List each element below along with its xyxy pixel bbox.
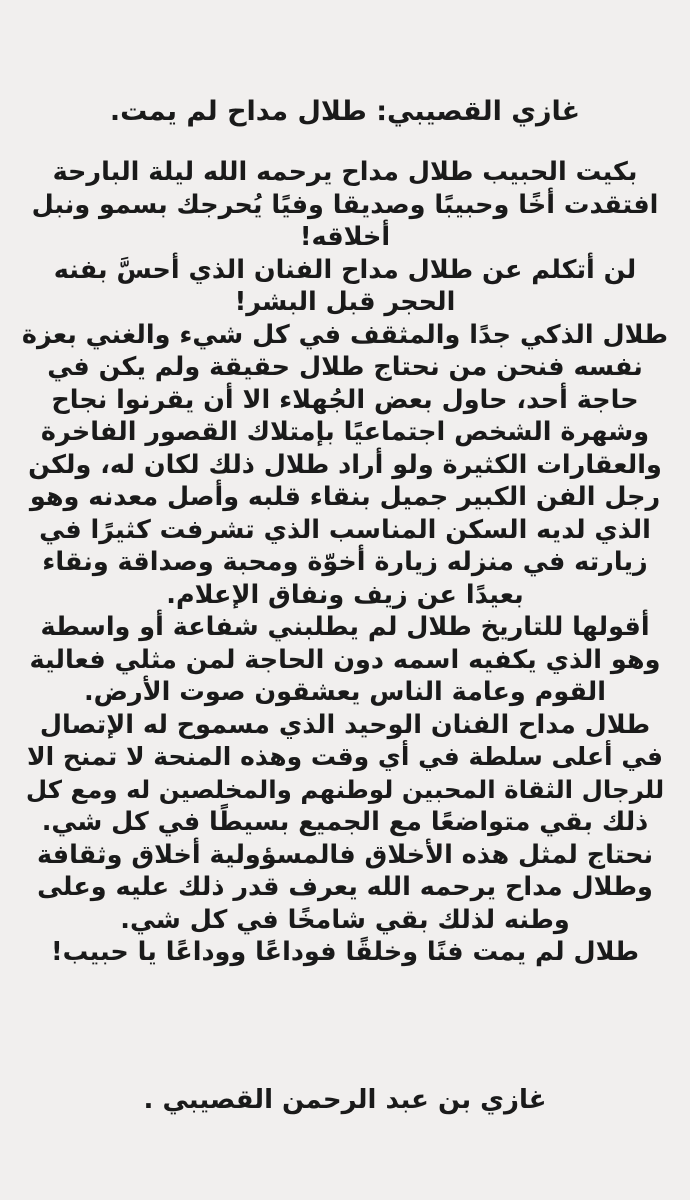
body-line: وطنه لذلك بقي شامخًا في كل شي. (120, 904, 570, 935)
body-line: لن أتكلم عن طلال مداح الفنان الذي أحسَّ بفنه (53, 254, 637, 285)
body-line: زيارته في منزله زيارة أخوّة ومحبة وصداقة ونقاء (42, 547, 648, 577)
author-signature: غازي بن عبد الرحمن القصيبي . (143, 1085, 547, 1115)
body-line: وطلال مداح يرحمه الله يعرف قدر ذلك عليه وعلى (37, 872, 653, 902)
body-line: وهو الذي يكفيه اسمه دون الحاجة لمن مثلي فعالية (29, 644, 661, 675)
body-line: افتقدت أخًا وحبيبًا وصديقا وفيًا يُحرجك بسمو ونبل (31, 189, 659, 220)
body-line: رجل الفن الكبير جميل بنقاء قلبه وأصل معدنه وهو (29, 482, 661, 512)
body-line: والعقارات الكثيرة ولو أراد طلال ذلك لكان له، ولكن (28, 449, 662, 480)
page-title: غازي القصيبي: طلال مداح لم يمت. (109, 96, 581, 127)
body-line: أخلاقه! (299, 222, 391, 252)
body-line: الذي لديه السكن المناسب الذي تشرفت كثيرًا في (39, 514, 651, 545)
body-line: بكيت الحبيب طلال مداح يرحمه الله ليلة البارحة (52, 157, 638, 187)
body-line: طلال مداح الفنان الوحيد الذي مسموح له الإتصال (39, 709, 651, 740)
body-line: بعيدًا عن زيف ونفاق الإعلام. (166, 579, 524, 610)
body-line: طلال لم يمت فنًا وخلقًا فوداعًا ووداعًا يا حبيب! (50, 937, 639, 967)
body-line: نفسه فنحن من نحتاج طلال حقيقة ولم يكن في (47, 352, 643, 382)
body-line: طلال الذكي جدًا والمثقف في كل شيء والغني بعزة (21, 319, 668, 350)
body-line: الحجر قبل البشر! (234, 287, 456, 317)
body-line: في أعلى سلطة في أي وقت وهذه المنحة لا تمنح الا (26, 742, 663, 771)
body-line: حاجة أحد، حاول بعض الجُهلاء الا أن يقرنوا نجاح (51, 384, 639, 415)
body-line: نحتاج لمثل هذه الأخلاق فالمسؤولية أخلاق وثقافة (36, 839, 654, 870)
body-line: القوم وعامة الناس يعشقون صوت الأرض. (84, 677, 606, 707)
article-body (22, 156, 668, 969)
body-line: وشهرة الشخص اجتماعيًا بإمتلاك القصور الفاخرة (40, 417, 650, 447)
body-line: للرجال الثقاة المحبين لوطنهم والمخلصين له ومع كل (25, 774, 665, 804)
body-line: ذلك بقي متواضعًا مع الجميع بسيطًا في كل شي. (41, 807, 649, 837)
body-line: أقولها للتاريخ طلال لم يطلبني شفاعة أو واسطة (40, 612, 650, 642)
